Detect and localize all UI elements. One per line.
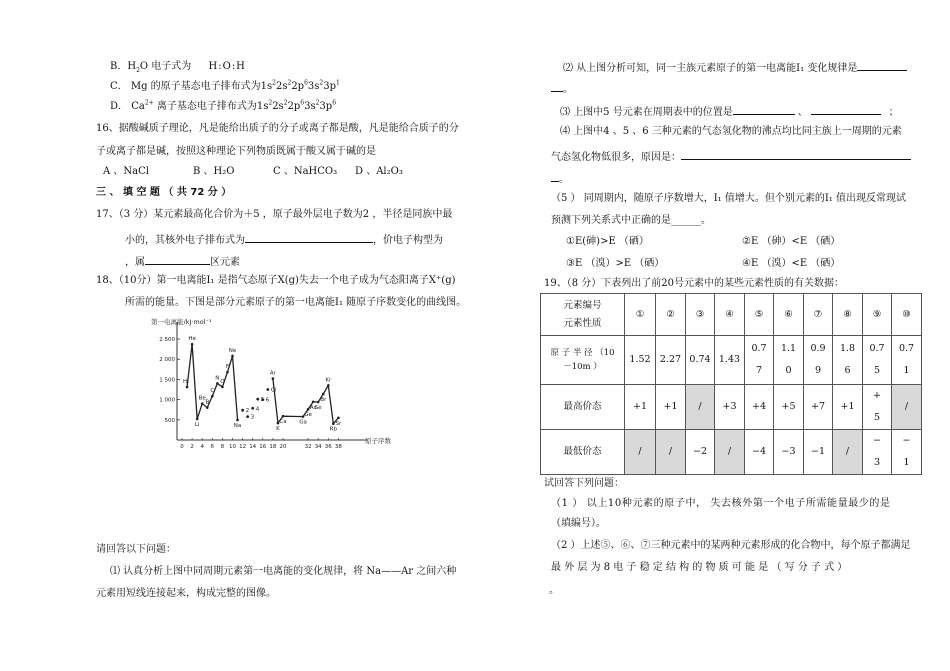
radius-cell: 0.74 <box>686 336 715 385</box>
min-cell: / <box>715 430 745 475</box>
question-19-2-line-2: 最 外 层 为 8 电 子 稳 定 结 构 的 物 质 可 能 是 （ 写 分 子 式 ） <box>551 562 848 573</box>
question-16-line-2: 子或离子都是碱，按照这种理论下列物质既属于酸又属于碱的是 <box>96 146 376 157</box>
question-18-5-line-1: （5 ） 同周期内，随原子序数增大，I₁ 值增大。但个别元素的I₁ 值出现反常现试 <box>551 193 906 204</box>
question-18-4-line-2: 气态氢化物低很多，原因是： <box>551 148 911 165</box>
radius-cell: 1.52 <box>625 336 656 385</box>
min-cell: − 1 <box>892 430 922 475</box>
question-18-2-line-1: ⑵ 从上图分析可知，同一主族元素原子的第一电离能I₁ 变化规律是 <box>563 59 907 76</box>
data-point <box>312 400 315 403</box>
question-19-1-line-1: （1 ） 以上10种元素的原子中， 失去核外第一个电子所需能量最少的是 <box>551 498 891 509</box>
min-cell: −3 <box>774 430 804 475</box>
max-cell: +3 <box>715 385 745 430</box>
data-point <box>221 386 224 389</box>
question-18-3: ⑶ 上图中5 号元素在周期表中的位置是 、 ； <box>560 103 899 120</box>
point-label: Sr <box>335 420 342 427</box>
x-tick-label: 10 <box>229 444 236 450</box>
isolated-point-label: 3 <box>250 414 255 421</box>
answer-blank-trend-cont[interactable] <box>551 80 563 92</box>
col-4: ④ <box>715 294 745 336</box>
col-1: ① <box>625 294 656 336</box>
radius-cell: 0.9 9 <box>804 336 833 385</box>
option-b-h2o: B 、H₂O <box>193 166 235 177</box>
point-label: Ar <box>269 370 276 377</box>
answer-blank-reason[interactable] <box>681 148 911 160</box>
question-19-1-line-2: （填编号）。 <box>551 518 606 529</box>
answer-blank-block[interactable] <box>145 253 210 265</box>
option-1: ①E(砷)>E （硒） <box>566 236 649 247</box>
section-title: 三 、 填 空 题 （ 共 72 分 ） <box>96 187 232 198</box>
data-point <box>327 384 330 387</box>
data-point <box>231 355 234 358</box>
min-cell: / <box>833 430 863 475</box>
x-axis-label: 原子序数 <box>365 437 391 445</box>
max-cell: +4 <box>745 385 774 430</box>
ionization-energy-chart <box>147 318 397 453</box>
data-point <box>236 419 239 422</box>
radius-cell: 1.8 6 <box>833 336 863 385</box>
col-10: ⑩ <box>892 294 922 336</box>
isolated-point <box>256 398 259 401</box>
max-cell: +1 <box>656 385 686 430</box>
isolated-point <box>246 415 249 418</box>
min-cell: − 3 <box>863 430 892 475</box>
isolated-point <box>266 388 269 391</box>
max-cell: + 5 <box>863 385 892 430</box>
y-tick-label: 1 500 <box>159 377 175 384</box>
point-label: Ge <box>304 412 312 419</box>
question-17-line-3: ，属 区元素 <box>125 253 240 270</box>
data-point <box>216 382 219 385</box>
x-tick-label: 8 <box>220 444 225 450</box>
point-label: B <box>205 399 210 406</box>
header-cell: 元素编号 元素性质 <box>541 294 625 336</box>
point-label: He <box>188 336 196 343</box>
data-point <box>196 418 199 421</box>
data-point <box>211 395 214 398</box>
x-tick-label: 36 <box>324 444 332 450</box>
x-tick-label: 0 <box>180 444 184 450</box>
answer-blank-config[interactable] <box>245 231 373 243</box>
isolated-point <box>261 398 264 401</box>
answer-blank-reason-cont[interactable] <box>551 170 559 182</box>
question-18-line-2: 所需的能量。下图是部分元素原子的第一电离能I₁ 随原子序数变化的曲线图。 <box>125 297 467 308</box>
col-7: ⑦ <box>804 294 833 336</box>
isolated-point-label: Cl <box>270 387 277 394</box>
data-point <box>337 416 340 419</box>
max-cell: +1 <box>833 385 863 430</box>
data-point <box>191 343 194 346</box>
option-c-nahco3: C 、NaHCO₃ <box>273 166 338 177</box>
x-tick-label: 14 <box>249 444 257 450</box>
point-label: Ne <box>228 347 237 354</box>
answer-blank-trend[interactable] <box>857 59 907 71</box>
radius-cell: 1.1 0 <box>774 336 804 385</box>
isolated-point-label: 4 <box>255 406 260 413</box>
question-18-5-line-2: 预测下列关系式中正确的是______。 <box>551 215 711 226</box>
isolated-point-label: 6 <box>265 397 270 404</box>
question-18-1-line-1: ⑴ 认真分析上图中同周期元素第一电离能的变化规律，将 Na——Ar 之间六种 <box>110 566 457 577</box>
option-d: D． $Ca^{2+}$ 离子基态电子排布式为$1s^22s^22p^63s^23p^6$ <box>110 99 337 112</box>
after-table-text: 试回答下列问题： <box>544 478 624 489</box>
max-cell: / <box>892 385 922 430</box>
col-9: ⑨ <box>863 294 892 336</box>
option-c: C． Mg 的原子基态电子排布式为$1s^22s^22p^63s^23p^1$ <box>110 79 340 92</box>
max-cell: +7 <box>804 385 833 430</box>
option-3: ③E （溴）>E （硒） <box>566 258 665 269</box>
y-tick-label: 1 000 <box>159 397 175 404</box>
min-cell: / <box>656 430 686 475</box>
point-label: Na <box>233 422 242 429</box>
point-label: Se <box>314 404 322 411</box>
point-label: As <box>309 404 317 411</box>
x-tick-label: 32 <box>304 444 312 450</box>
element-properties-table <box>540 293 922 475</box>
option-a-nacl: A 、NaCl <box>103 166 149 177</box>
y-tick-label: 500 <box>164 417 175 424</box>
question-17-line-2: 小的，其核外电子排布式为 ，价电子构型为 <box>125 231 443 248</box>
question-18-1-line-2: 元素用短线连接起来，构成完整的图像。 <box>96 588 276 599</box>
point-label: Kr <box>325 377 332 384</box>
question-16-options <box>103 165 403 179</box>
col-8: ⑧ <box>833 294 863 336</box>
radius-cell: 0.7 7 <box>745 336 774 385</box>
point-label: Be <box>198 395 206 402</box>
x-tick-label: 34 <box>314 444 322 450</box>
data-point <box>317 401 320 404</box>
data-point <box>282 415 285 418</box>
data-point <box>332 422 335 425</box>
isolated-point <box>241 409 244 412</box>
option-b: B．$H_2O$ 电子式为 H:O:H <box>110 60 250 74</box>
point-label: Rb <box>329 426 338 433</box>
chart-title: 第一电离能/kJ·mol⁻¹ <box>151 318 212 326</box>
question-18-line-1: 18、（10分）第一电离能I₁ 是指气态原子X(g)失去一个电子成为气态阳离子X⁺(g) <box>96 275 456 286</box>
data-point <box>272 377 275 380</box>
max-cell: / <box>686 385 715 430</box>
option-d-al2o3: D 、Al₂O₃ <box>355 166 403 177</box>
isolated-point <box>251 407 254 410</box>
max-cell: +5 <box>774 385 804 430</box>
radius-cell: 0.7 5 <box>863 336 892 385</box>
question-18-2-line-2: 。 <box>551 80 573 97</box>
radius-cell: 0.7 1 <box>892 336 922 385</box>
data-point <box>206 406 209 409</box>
point-label: Ga <box>299 419 307 426</box>
y-tick-label: 2 000 <box>159 357 175 364</box>
max-valence-label: 最高价态 <box>541 385 625 430</box>
min-cell: / <box>625 430 656 475</box>
min-cell: −2 <box>686 430 715 475</box>
min-cell: −4 <box>745 430 774 475</box>
x-tick-label: 16 <box>259 444 267 450</box>
point-label: H <box>182 379 188 386</box>
question-18-5-options-row-1 <box>566 235 840 249</box>
x-tick-label: 12 <box>239 444 247 450</box>
question-19-line: 19、（8 分）下表列出了前20号元素中的某些元素性质的有关数据： <box>544 278 844 289</box>
water-electron-formula: H:O:H <box>208 61 246 72</box>
x-tick-label: 6 <box>210 444 215 450</box>
x-tick-label: 38 <box>334 444 342 450</box>
point-label: Li <box>194 422 200 428</box>
option-4: ④E （溴）<E （硒） <box>742 258 841 269</box>
question-18-5-options-row-2 <box>566 257 840 271</box>
x-tick-label: 20 <box>279 444 287 450</box>
y-tick-label: 2 500 <box>159 337 175 344</box>
point-label: Br <box>320 396 327 403</box>
radius-label: 原 子 半 径 （10 －10m ） <box>541 336 625 385</box>
option-2: ②E （砷）<E （硒） <box>742 236 841 247</box>
answer-blank-group[interactable] <box>811 103 881 115</box>
isolated-point-label: 2 <box>245 408 250 415</box>
x-tick-label: 18 <box>269 444 277 450</box>
point-label: F <box>225 364 230 371</box>
answer-blank-period[interactable] <box>733 103 795 115</box>
question-18-4-line-1: ⑷ 上图中4 、5 、6 三种元素的气态氢化物的沸点均比同主族上一周期的元素 <box>560 126 902 137</box>
col-3: ③ <box>686 294 715 336</box>
answer-intro: 请回答以下问题： <box>96 544 176 555</box>
x-tick-label: 4 <box>200 444 204 450</box>
min-cell: −1 <box>804 430 833 475</box>
max-cell: +1 <box>625 385 656 430</box>
point-label: C <box>210 388 215 395</box>
data-point <box>226 371 229 374</box>
col-5: ⑤ <box>745 294 774 336</box>
point-label: Ca <box>279 419 287 426</box>
series-line-1 <box>187 344 238 420</box>
question-16-line-1: 16、据酸碱质子理论，凡是能给出质子的分子或离子都是酸，凡是能给合质子的分 <box>96 123 459 134</box>
point-label: O <box>220 378 225 385</box>
col-6: ⑥ <box>774 294 804 336</box>
question-18-4-line-3: 。 <box>551 170 569 187</box>
radius-cell: 2.27 <box>656 336 686 385</box>
question-19-2-line-1: （2 ）上述⑤、⑥、⑦三种元素中的某两种元素形成的化合物中，每个原子都满足 <box>551 540 911 551</box>
question-19-2-line-3: 。 <box>549 585 559 596</box>
point-label: K <box>276 426 280 433</box>
x-tick-label: 2 <box>190 444 194 450</box>
min-valence-label: 最低价态 <box>541 430 625 475</box>
data-point <box>201 402 204 405</box>
data-point <box>322 393 325 396</box>
point-label: N <box>215 375 220 382</box>
data-point <box>186 386 189 389</box>
question-17-line-1: 17、（3 分）某元素最高化合价为＋5 ，原子最外层电子数为2 ，半径是同族中最 <box>96 209 453 220</box>
radius-cell: 1.43 <box>715 336 745 385</box>
col-2: ② <box>656 294 686 336</box>
